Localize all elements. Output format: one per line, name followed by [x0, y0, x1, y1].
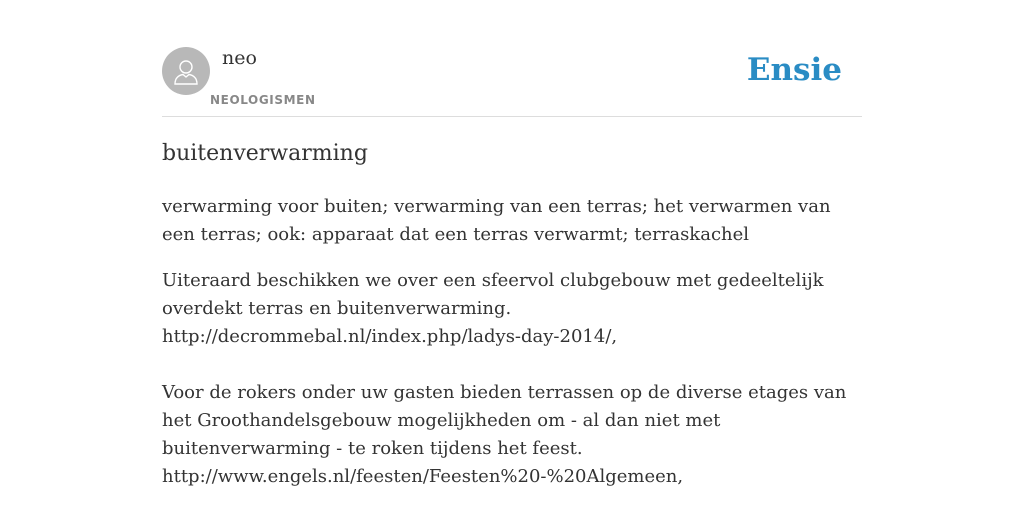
entry-header [162, 0, 862, 117]
example-item [162, 379, 862, 491]
example-source: http://www.engels.nl/feesten/Feesten%20-%20Algemeen, [162, 466, 684, 487]
brand-logo-link[interactable]: Ensie [746, 52, 842, 88]
category-link[interactable]: NEOLOGISMEN [210, 93, 316, 107]
entry-card [162, 0, 862, 487]
avatar[interactable] [162, 47, 210, 95]
example-text: Uiteraard beschikken we over een sfeervol clubgebouw met gedeeltelijk overdekt terras en buitenverwarming. [162, 270, 824, 319]
example-source: http://decrommebal.nl/index.php/ladys-day-2014/, [162, 326, 618, 347]
author-name-link[interactable]: neo [222, 47, 257, 69]
user-silhouette-icon [171, 56, 201, 86]
entry-definition: verwarming voor buiten; verwarming van een terras; het verwarmen van een terras; ook: apparaat dat een terras verwarmt; terraskachel [162, 196, 831, 245]
example-text: Voor de rokers onder uw gasten bieden terrassen op de diverse etages van het Groothandelsgebouw mogelijkheden om - al dan niet met buitenverwarming - te roken tijdens het feest. [162, 382, 847, 459]
entry-title: buitenverwarming [162, 141, 368, 166]
example-item [162, 267, 862, 351]
examples-list [162, 267, 862, 512]
